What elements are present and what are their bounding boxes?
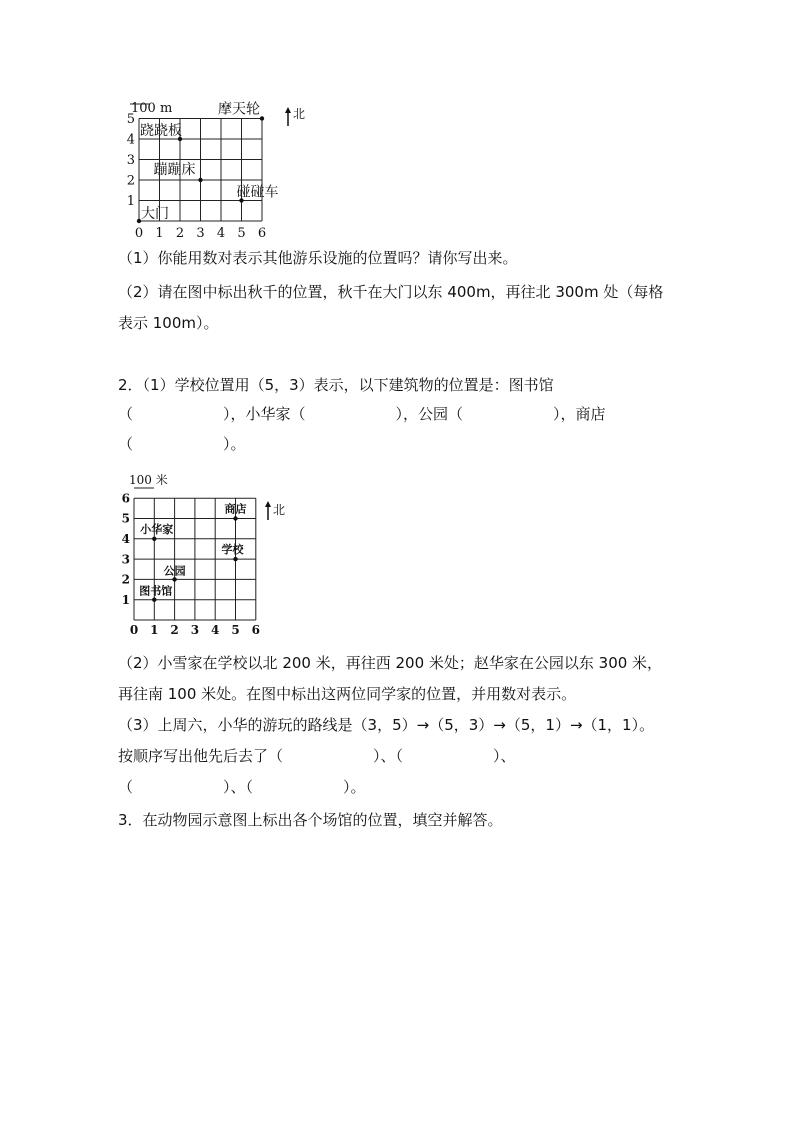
figure2-north-label: 北 bbox=[273, 503, 286, 517]
north-arrow-icon bbox=[285, 107, 291, 126]
figure1-point-label: 碰碰车 bbox=[236, 184, 279, 201]
figure1-scale-label: 100 m bbox=[131, 101, 173, 116]
figure1-y-tick: 3 bbox=[126, 153, 135, 169]
figure1-y-tick: 4 bbox=[126, 132, 135, 148]
figure1-point-label: 摩天轮 bbox=[218, 101, 260, 118]
figure2-x-tick: 3 bbox=[190, 623, 200, 637]
figure2-y-tick: 3 bbox=[121, 552, 130, 567]
figure1-point bbox=[198, 178, 202, 182]
figure2-x-tick: 6 bbox=[251, 623, 260, 637]
figure1-x-tick: 0 bbox=[134, 226, 144, 240]
figure1-x-tick: 1 bbox=[155, 226, 164, 240]
figure2-grid bbox=[120, 472, 300, 638]
figure2-point bbox=[152, 598, 156, 602]
q2-line3: （ ）。 bbox=[118, 435, 246, 453]
figure1-north-label: 北 bbox=[293, 107, 306, 121]
figure2-y-tick: 4 bbox=[121, 532, 130, 546]
figure2-point-label: 图书馆 bbox=[139, 584, 173, 598]
q2-line2: （ ），小华家（ ），公园（ ），商店 bbox=[118, 405, 606, 423]
north-arrow-icon bbox=[265, 501, 271, 520]
figure2-point bbox=[233, 557, 237, 561]
figure2-x-tick: 0 bbox=[129, 623, 139, 637]
q2-line1: 2．（1）学校位置用（5，3）表示，以下建筑物的位置是：图书馆 bbox=[118, 376, 554, 394]
figure2-point-label: 商店 bbox=[224, 502, 247, 516]
figure1-x-tick: 3 bbox=[196, 226, 205, 240]
q2-part2-line2: 再往南 100 米处。在图中标出这两位同学家的位置，并用数对表示。 bbox=[118, 685, 577, 703]
q2-part3-line2: 按顺序写出他先后去了（ ）、（ ）、 bbox=[118, 747, 516, 765]
q3-line1: 3．在动物园示意图上标出各个场馆的位置，填空并解答。 bbox=[118, 811, 503, 829]
figure2-y-tick: 2 bbox=[121, 572, 130, 587]
q1-part2-line1: （2）请在图中标出秋千的位置，秋千在大门以东 400m，再往北 300m 处（每格 bbox=[118, 283, 664, 301]
figure2-scale-label: 100 米 bbox=[129, 473, 168, 487]
figure2-point-label: 公园 bbox=[163, 564, 186, 578]
figure1-point-label: 蹦蹦床 bbox=[153, 162, 196, 178]
figure2-y-tick: 5 bbox=[121, 511, 130, 526]
figure2-x-tick: 2 bbox=[170, 623, 179, 637]
figure1-point-label: 跷跷板 bbox=[140, 123, 182, 139]
figure1-point-label: 大门 bbox=[141, 206, 169, 222]
figure1-y-tick: 2 bbox=[126, 173, 135, 189]
figure1-x-tick: 2 bbox=[175, 226, 185, 240]
figure2-point bbox=[233, 516, 237, 520]
q2-part3-line1: （3）上周六，小华的游玩的路线是（3，5）→（5，3）→（5，1）→（1，1）。 bbox=[118, 716, 655, 734]
figure2-point-label: 小华家 bbox=[140, 522, 174, 536]
figure1-x-tick: 5 bbox=[237, 226, 246, 240]
figure2-x-tick: 1 bbox=[150, 623, 159, 637]
figure1-x-tick: 4 bbox=[216, 226, 226, 240]
figure2-x-tick: 5 bbox=[231, 623, 240, 637]
figure2-x-tick: 4 bbox=[211, 623, 220, 637]
figure2-y-tick: 6 bbox=[121, 491, 130, 506]
figure1-y-tick: 1 bbox=[126, 194, 135, 210]
figure2-point-label: 学校 bbox=[221, 543, 244, 557]
q1-part1: （1）你能用数对表示其他游乐设施的位置吗？请你写出来。 bbox=[118, 249, 518, 267]
figure1-point bbox=[260, 116, 264, 120]
figure1-x-tick: 6 bbox=[257, 226, 267, 240]
figure2-point bbox=[152, 537, 156, 541]
q2-part2-line1: （2）小雪家在学校以北 200 米，再往西 200 米处；赵华家在公园以东 300 米， bbox=[118, 654, 663, 672]
figure2-point bbox=[172, 577, 176, 581]
figure1-y-tick: 5 bbox=[126, 112, 135, 128]
figure2-y-tick: 1 bbox=[121, 592, 130, 607]
q1-part2-line2: 表示 100m）。 bbox=[118, 314, 219, 332]
figure1-grid bbox=[120, 98, 320, 240]
q2-part3-line3: （ ）、（ ）。 bbox=[118, 778, 366, 796]
